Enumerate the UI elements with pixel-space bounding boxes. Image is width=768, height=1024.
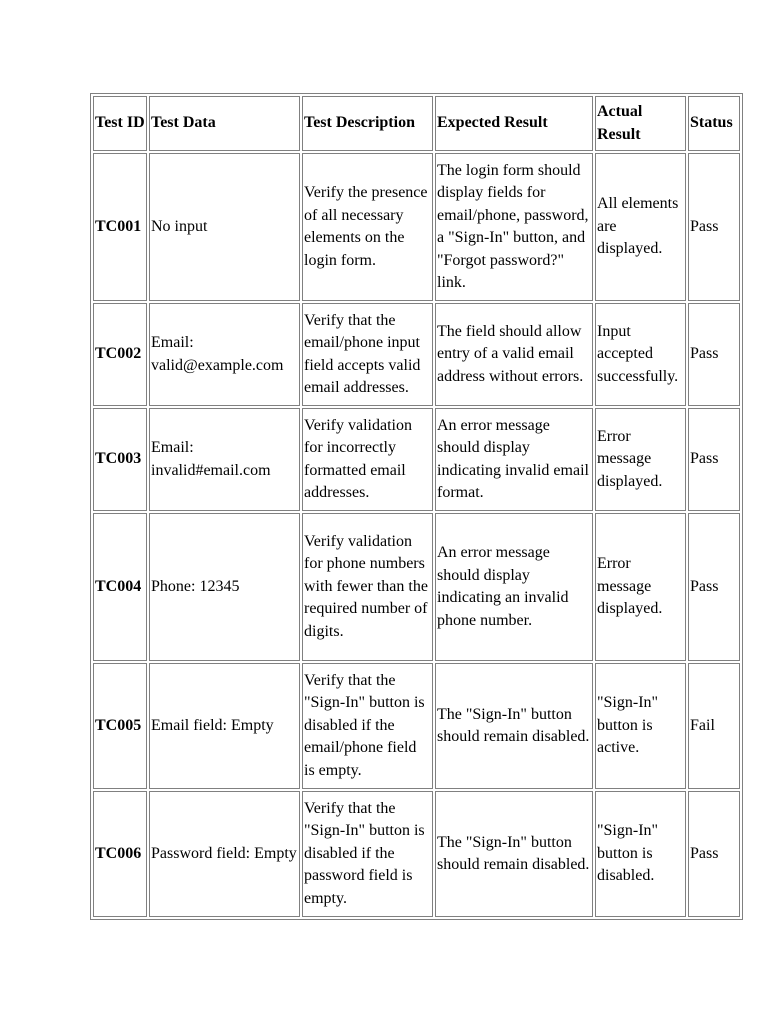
expected-result-cell: The field should allow entry of a valid email address without errors. <box>435 303 593 406</box>
header-expected-result: Expected Result <box>435 96 593 151</box>
expected-result-cell: An error message should display indicating invalid email format. <box>435 408 593 511</box>
actual-result-cell: "Sign-In" button is disabled. <box>595 791 686 917</box>
test-description-cell: Verify validation for phone numbers with fewer than the required number of digits. <box>302 513 433 661</box>
actual-result-cell: Error message displayed. <box>595 513 686 661</box>
actual-result-cell: All elements are displayed. <box>595 153 686 301</box>
status-cell: Pass <box>688 513 740 661</box>
test-id-cell: TC002 <box>93 303 147 406</box>
test-id-cell: TC006 <box>93 791 147 917</box>
status-cell: Pass <box>688 408 740 511</box>
table-body <box>93 153 740 917</box>
status-cell: Pass <box>688 303 740 406</box>
actual-result-cell: "Sign-In" button is active. <box>595 663 686 789</box>
header-test-description: Test Description <box>302 96 433 151</box>
table-row <box>93 153 740 301</box>
test-id-cell: TC004 <box>93 513 147 661</box>
test-data-cell: Phone: 12345 <box>149 513 300 661</box>
test-id-cell: TC001 <box>93 153 147 301</box>
test-description-cell: Verify the presence of all necessary elements on the login form. <box>302 153 433 301</box>
test-id-cell: TC003 <box>93 408 147 511</box>
header-test-data: Test Data <box>149 96 300 151</box>
test-data-cell: Password field: Empty <box>149 791 300 917</box>
test-data-cell: No input <box>149 153 300 301</box>
actual-result-cell: Error message displayed. <box>595 408 686 511</box>
header-test-id: Test ID <box>93 96 147 151</box>
table-header <box>93 96 740 151</box>
expected-result-cell: An error message should display indicating an invalid phone number. <box>435 513 593 661</box>
table-row <box>93 408 740 511</box>
test-cases-table <box>90 93 743 920</box>
actual-result-cell: Input accepted successfully. <box>595 303 686 406</box>
test-description-cell: Verify that the email/phone input field accepts valid email addresses. <box>302 303 433 406</box>
test-description-cell: Verify that the "Sign-In" button is disabled if the password field is empty. <box>302 791 433 917</box>
table-row <box>93 663 740 789</box>
test-id-cell: TC005 <box>93 663 147 789</box>
status-cell: Pass <box>688 153 740 301</box>
test-description-cell: Verify validation for incorrectly formatted email addresses. <box>302 408 433 511</box>
header-actual-result: Actual Result <box>595 96 686 151</box>
table-row <box>93 791 740 917</box>
status-cell: Fail <box>688 663 740 789</box>
header-row <box>93 96 740 151</box>
expected-result-cell: The login form should display fields for email/phone, password, a "Sign-In" button, and "Forgot password?" link. <box>435 153 593 301</box>
test-data-cell: Email: valid@example.com <box>149 303 300 406</box>
table-row <box>93 303 740 406</box>
expected-result-cell: The "Sign-In" button should remain disabled. <box>435 791 593 917</box>
test-data-cell: Email: invalid#email.com <box>149 408 300 511</box>
test-data-cell: Email field: Empty <box>149 663 300 789</box>
test-description-cell: Verify that the "Sign-In" button is disabled if the email/phone field is empty. <box>302 663 433 789</box>
status-cell: Pass <box>688 791 740 917</box>
table-row <box>93 513 740 661</box>
header-status: Status <box>688 96 740 151</box>
expected-result-cell: The "Sign-In" button should remain disabled. <box>435 663 593 789</box>
